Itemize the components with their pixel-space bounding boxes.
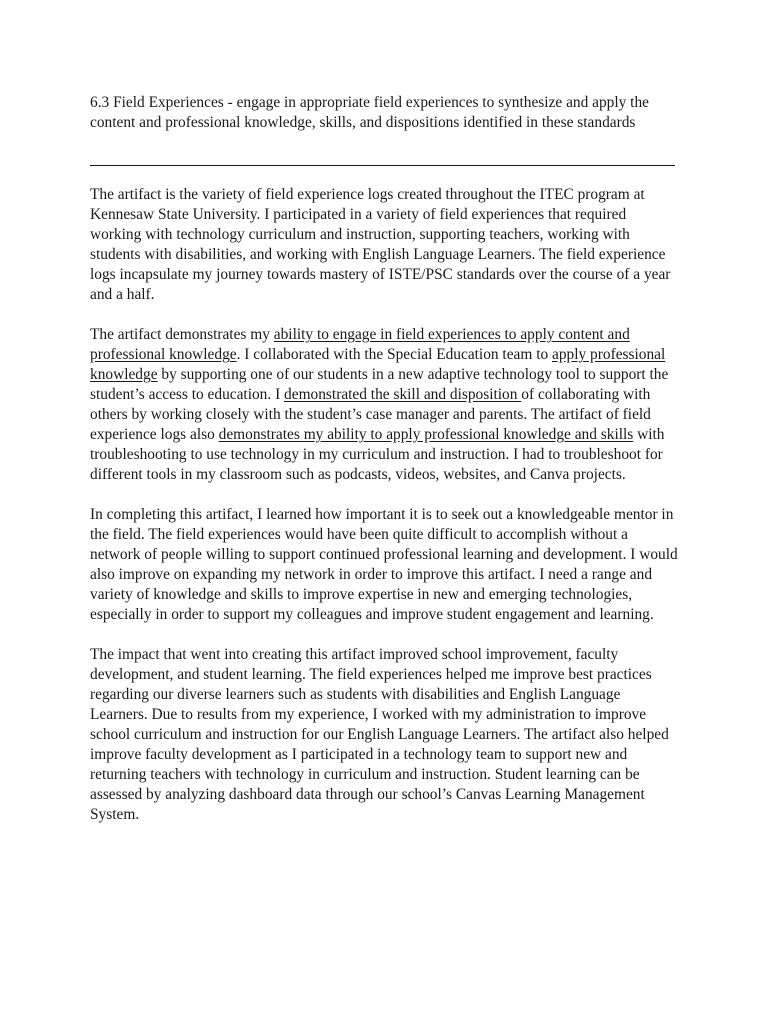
standard-heading: 6.3 Field Experiences - engage in appropriate field experiences to synthesize and apply the content and professional knowledge, skills, and dispositions identified in these standards: [90, 94, 649, 131]
paragraph-artifact-description: The artifact is the variety of field experience logs created throughout the ITEC program at Kennesaw State University. I participated in a variety of field experiences that required working with technology curriculum and instruction, supporting teachers, working with students with disabilities, and working with English Language Learners. The field experience logs incapsulate my journey towards mastery of ISTE/PSC standards over the course of a year and a half.: [90, 186, 671, 303]
horizontal-divider: [90, 165, 675, 166]
text-segment: The artifact demonstrates my: [90, 326, 274, 343]
paragraph-impact: The impact that went into creating this artifact improved school improvement, faculty development, and student learning. The field experiences helped me improve best practices regarding our diverse learners such as students with disabilities and English Language Learners. Due to results from my experience, I worked with my administration to improve school curriculum and instruction for our English Language Learners. The artifact also helped improve faculty development as I participated in a technology team to support new and returning teachers with technology in curriculum and instruction. Student learning can be assessed by analyzing dashboard data through our school’s Canvas Learning Management System.: [90, 646, 669, 823]
underlined-phrase: demonstrated the skill and disposition: [284, 386, 522, 403]
text-segment: with troubleshooting to use technology in my curriculum and instruction. I had to troubleshoot for different tools in my classroom such as podcasts, videos, websites, and Canva projects.: [90, 426, 665, 483]
underlined-phrase: apply professional knowledge: [90, 346, 666, 383]
underlined-phrase: demonstrates my ability to apply professional knowledge and skills: [218, 426, 634, 443]
text-segment: by supporting one of our students in a new adaptive technology tool to support the student’s access to education. I: [90, 366, 669, 403]
text-segment: of collaborating with others by working closely with the student’s case manager and parents. The artifact of field experience logs also: [90, 386, 651, 443]
document-page: [90, 93, 680, 825]
paragraph-artifact-demonstration: [90, 325, 680, 485]
paragraph-learning-reflection: In completing this artifact, I learned how important it is to seek out a knowledgeable mentor in the field. The field experiences would have been quite difficult to accomplish without a network of people willing to support continued professional learning and development. I would also improve on expanding my network in order to improve this artifact. I need a range and variety of knowledge and skills to improve expertise in new and emerging technologies, especially in order to support my colleagues and improve student engagement and learning.: [90, 506, 678, 623]
underlined-phrase: ability to engage in field experiences to apply content and professional knowledge: [90, 326, 630, 363]
text-segment: . I collaborated with the Special Education team to: [236, 346, 553, 363]
